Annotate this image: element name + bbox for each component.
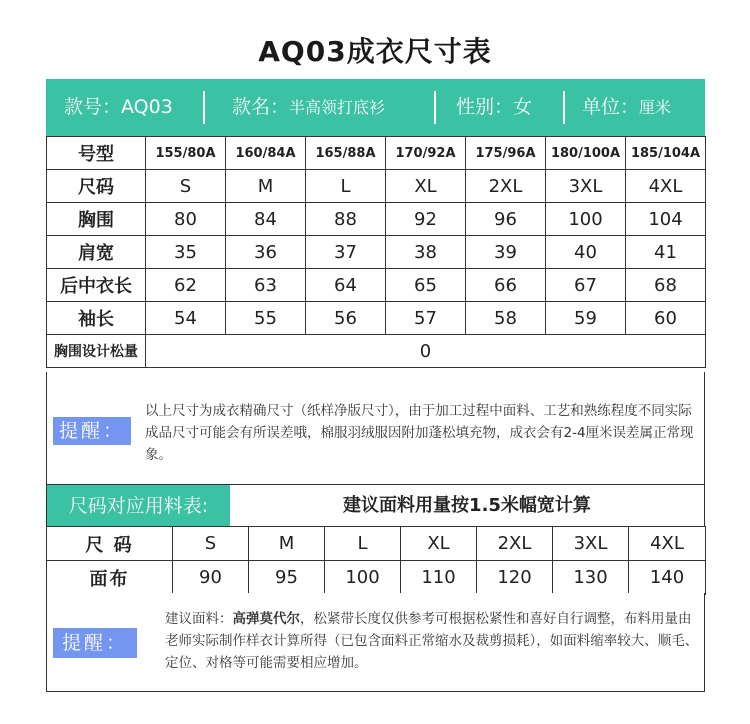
table-cell: 2XL	[477, 527, 553, 561]
table-cell: 155/80A	[146, 137, 226, 170]
table-row	[47, 302, 706, 335]
fabric-reminder-box	[46, 593, 705, 692]
table-cell: XL	[401, 527, 477, 561]
table-cell: M	[249, 527, 325, 561]
page-title: AQ03成衣尺寸表	[258, 35, 492, 68]
table-cell: 66	[466, 269, 546, 302]
table-cell: 36	[226, 236, 306, 269]
table-row	[47, 236, 706, 269]
row-label: 胸围	[47, 203, 146, 236]
table-cell: L	[325, 527, 401, 561]
fabric-header	[46, 484, 705, 526]
table-cell: 64	[306, 269, 386, 302]
gender: 性别：女	[456, 96, 533, 118]
table-cell: 160/84A	[226, 137, 306, 170]
table-cell: S	[173, 527, 249, 561]
row-label: 后中衣长	[47, 269, 146, 302]
table-cell: 92	[386, 203, 466, 236]
table-cell: 65	[386, 269, 466, 302]
table-cell: 3XL	[546, 170, 626, 203]
fabric-table	[46, 526, 706, 595]
table-cell: 104	[626, 203, 706, 236]
ease-value: 0	[146, 335, 706, 368]
row-label: 肩宽	[47, 236, 146, 269]
table-cell: M	[226, 170, 306, 203]
reminder-text: 以上尺寸为成衣精确尺寸（纸样净版尺寸），由于加工过程中面料、工艺和熟练程度不同实际成品尺寸可能会有所误差哦，棉服羽绒服因附加蓬松填充物，成衣会有2-4厘米误差属正常现象。	[145, 403, 694, 463]
table-cell: 110	[401, 561, 477, 595]
table-cell: 80	[146, 203, 226, 236]
table-cell: 100	[546, 203, 626, 236]
table-cell: 170/92A	[386, 137, 466, 170]
unit-value: 厘米	[639, 98, 672, 117]
table-cell: 40	[546, 236, 626, 269]
fabric-reminder-text	[165, 608, 699, 674]
table-cell: 39	[466, 236, 546, 269]
style-number: 款号：AQ03	[64, 96, 173, 118]
table-cell: 35	[146, 236, 226, 269]
fabric-lead: 建议面料：	[165, 611, 233, 627]
table-cell: 180/100A	[546, 137, 626, 170]
table-cell: 100	[325, 561, 401, 595]
style-name-value: 半高领打底衫	[289, 98, 386, 117]
info-bar	[46, 79, 705, 136]
table-row	[47, 137, 706, 170]
table-cell: 88	[306, 203, 386, 236]
table-cell: 55	[226, 302, 306, 335]
unit	[582, 79, 671, 136]
table-cell: 67	[546, 269, 626, 302]
table-cell: 41	[626, 236, 706, 269]
table-row	[47, 335, 706, 368]
fabric-reminder-badge: 提醒：	[53, 628, 137, 658]
style-name-label: 款名：	[232, 96, 290, 118]
row-label: 胸围设计松量	[47, 335, 146, 368]
row-label: 尺码	[47, 170, 146, 203]
table-cell: 3XL	[553, 527, 629, 561]
row-label: 面布	[47, 561, 173, 595]
table-cell: 4XL	[629, 527, 706, 561]
table-row	[47, 170, 706, 203]
table-cell: 140	[629, 561, 706, 595]
reminder-box	[46, 372, 705, 485]
table-row	[47, 269, 706, 302]
table-cell: 68	[626, 269, 706, 302]
table-cell: 96	[466, 203, 546, 236]
table-cell: 59	[546, 302, 626, 335]
table-cell: 84	[226, 203, 306, 236]
fabric-reminder-body: ，松紧带长度仅供参考可根据松紧性和喜好自行调整，布料用量由老师实际制作样衣计算所得（已包含面料正常缩水及裁剪损耗），如面料缩率较大、顺毛、定位、对格等可能需要相应增加。	[165, 611, 699, 671]
table-cell: 54	[146, 302, 226, 335]
table-cell: 95	[249, 561, 325, 595]
table-cell: L	[306, 170, 386, 203]
table-cell: 37	[306, 236, 386, 269]
table-cell: 2XL	[466, 170, 546, 203]
table-cell: XL	[386, 170, 466, 203]
table-cell: 63	[226, 269, 306, 302]
size-table	[46, 136, 706, 368]
table-cell: 120	[477, 561, 553, 595]
style-name	[232, 79, 385, 136]
row-label: 号型	[47, 137, 146, 170]
table-cell: 56	[306, 302, 386, 335]
table-cell: S	[146, 170, 226, 203]
row-label: 尺 码	[47, 527, 173, 561]
fabric-table-tag: 尺码对应用料表:	[47, 485, 230, 527]
fabric-highlight: 高弹莫代尔	[232, 611, 300, 627]
row-label: 袖长	[47, 302, 146, 335]
table-cell: 58	[466, 302, 546, 335]
table-row	[47, 203, 706, 236]
divider	[434, 91, 436, 124]
unit-label: 单位：	[582, 96, 640, 118]
table-cell: 4XL	[626, 170, 706, 203]
divider	[563, 91, 565, 124]
table-cell: 60	[626, 302, 706, 335]
table-cell: 175/96A	[466, 137, 546, 170]
table-cell: 57	[386, 302, 466, 335]
table-row	[47, 527, 706, 561]
table-cell: 165/88A	[306, 137, 386, 170]
table-cell: 130	[553, 561, 629, 595]
reminder-badge: 提醒：	[53, 417, 131, 445]
table-row	[47, 561, 706, 595]
fabric-width-note: 建议面料用量按1.5米幅宽计算	[343, 495, 591, 516]
table-cell: 38	[386, 236, 466, 269]
table-cell: 90	[173, 561, 249, 595]
table-cell: 62	[146, 269, 226, 302]
table-cell: 185/104A	[626, 137, 706, 170]
divider	[203, 91, 205, 124]
